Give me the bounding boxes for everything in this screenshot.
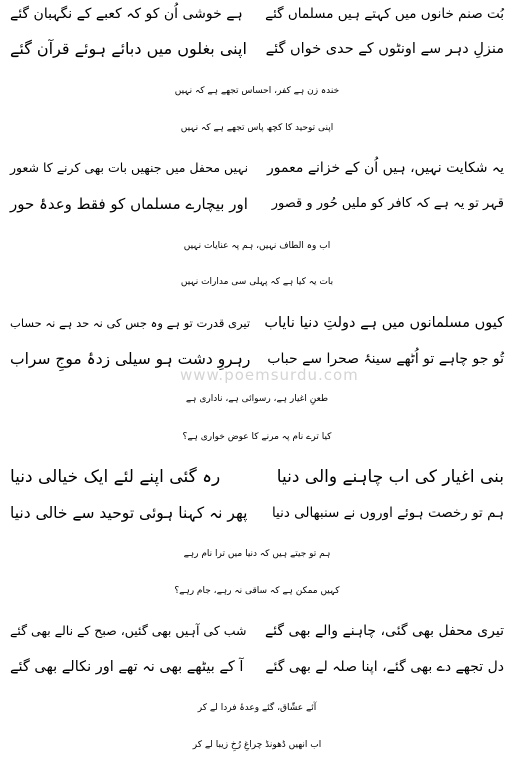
verse-line: طعنِ اغیار ہے، رسوائی ہے، ناداری ہے <box>185 394 329 404</box>
verse-line: تُو جو چاہے تو اُٹھے سینۂ صحرا سے حباب <box>267 351 504 367</box>
verse-line: یہ شکایت نہیں، ہیں اُن کے خزانے معمور <box>267 160 504 176</box>
verse-line: اور بیچارے مسلماں کو فقط وعدۂ حور <box>10 195 248 213</box>
verse-line: کہیں ممکن ہے کہ ساقی نہ رہے، جام رہے؟ <box>174 586 340 596</box>
verse-line: اپنی توحید کا کچھ پاس تجھے ہے کہ نہیں <box>180 123 334 133</box>
verse-line: اب وہ الطاف نہیں، ہم پہ عنایات نہیں <box>183 241 331 251</box>
verse-line: رہ گئی اپنے لئے ایک خیالی دنیا <box>10 467 221 487</box>
verse-line: رہروِ دشت ہو سیلی زدۂ موجِ سراب <box>10 350 251 368</box>
verse-line: بات یہ کیا ہے کہ پہلی سی مدارات نہیں <box>180 277 334 287</box>
verse-line: بُت صنم خانوں میں کہتے ہیں مسلماں گئے <box>265 6 504 22</box>
verse-line: منزلِ دہر سے اونٹوں کے حدی خواں گئے <box>265 41 504 57</box>
watermark: www.poemsurdu.com <box>180 366 359 384</box>
verse-line: اب انھیں ڈھونڈ چراغِ رُخِ زیبا لے کر <box>192 740 322 750</box>
verse-line: اپنی بغلوں میں دبائے ہوئے قرآن گئے <box>10 39 247 58</box>
verse-line: قہر تو یہ ہے کہ کافر کو ملیں حُور و قصور <box>271 196 504 211</box>
verse-line: ہم تو جیتے ہیں کہ دنیا میں ترا نام رہے <box>183 549 331 559</box>
verse-line: خندہ زن ہے کفر، احساس تجھے ہے کہ نہیں <box>174 86 340 96</box>
verse-line: تیری قدرت تو ہے وہ جس کی نہ حد ہے نہ حساب <box>10 316 251 330</box>
verse-line: کیا ترے نام پہ مرنے کا عوض خواری ہے؟ <box>182 432 332 442</box>
verse-line: آ کے بیٹھے بھی نہ تھے اور نکالے بھی گئے <box>10 659 244 675</box>
verse-line: کیوں مسلمانوں میں ہے دولتِ دنیا نایاب <box>264 315 504 331</box>
verse-line: ہے خوشی اُن کو کہ کعبے کے نگہبان گئے <box>10 6 243 22</box>
verse-line: دل تجھے دے بھی گئے، اپنا صلہ لے بھی گئے <box>265 659 504 675</box>
verse-line: نہیں محفل میں جنھیں بات بھی کرنے کا شعور <box>10 160 249 175</box>
verse-line: آئے عشّاق، گئے وعدۂ فردا لے کر <box>197 703 317 713</box>
verse-line: بنی اغیار کی اب چاہنے والی دنیا <box>276 467 504 487</box>
verse-line: ہم تو رخصت ہوئے اوروں نے سنبھالی دنیا <box>271 505 504 521</box>
verse-line: پھر نہ کہنا ہوئی توحید سے خالی دنیا <box>10 504 248 522</box>
verse-line: تیری محفل بھی گئی، چاہنے والے بھی گئے <box>264 623 504 639</box>
verse-line: شب کی آہیں بھی گئیں، صبح کے نالے بھی گئے <box>10 623 247 638</box>
